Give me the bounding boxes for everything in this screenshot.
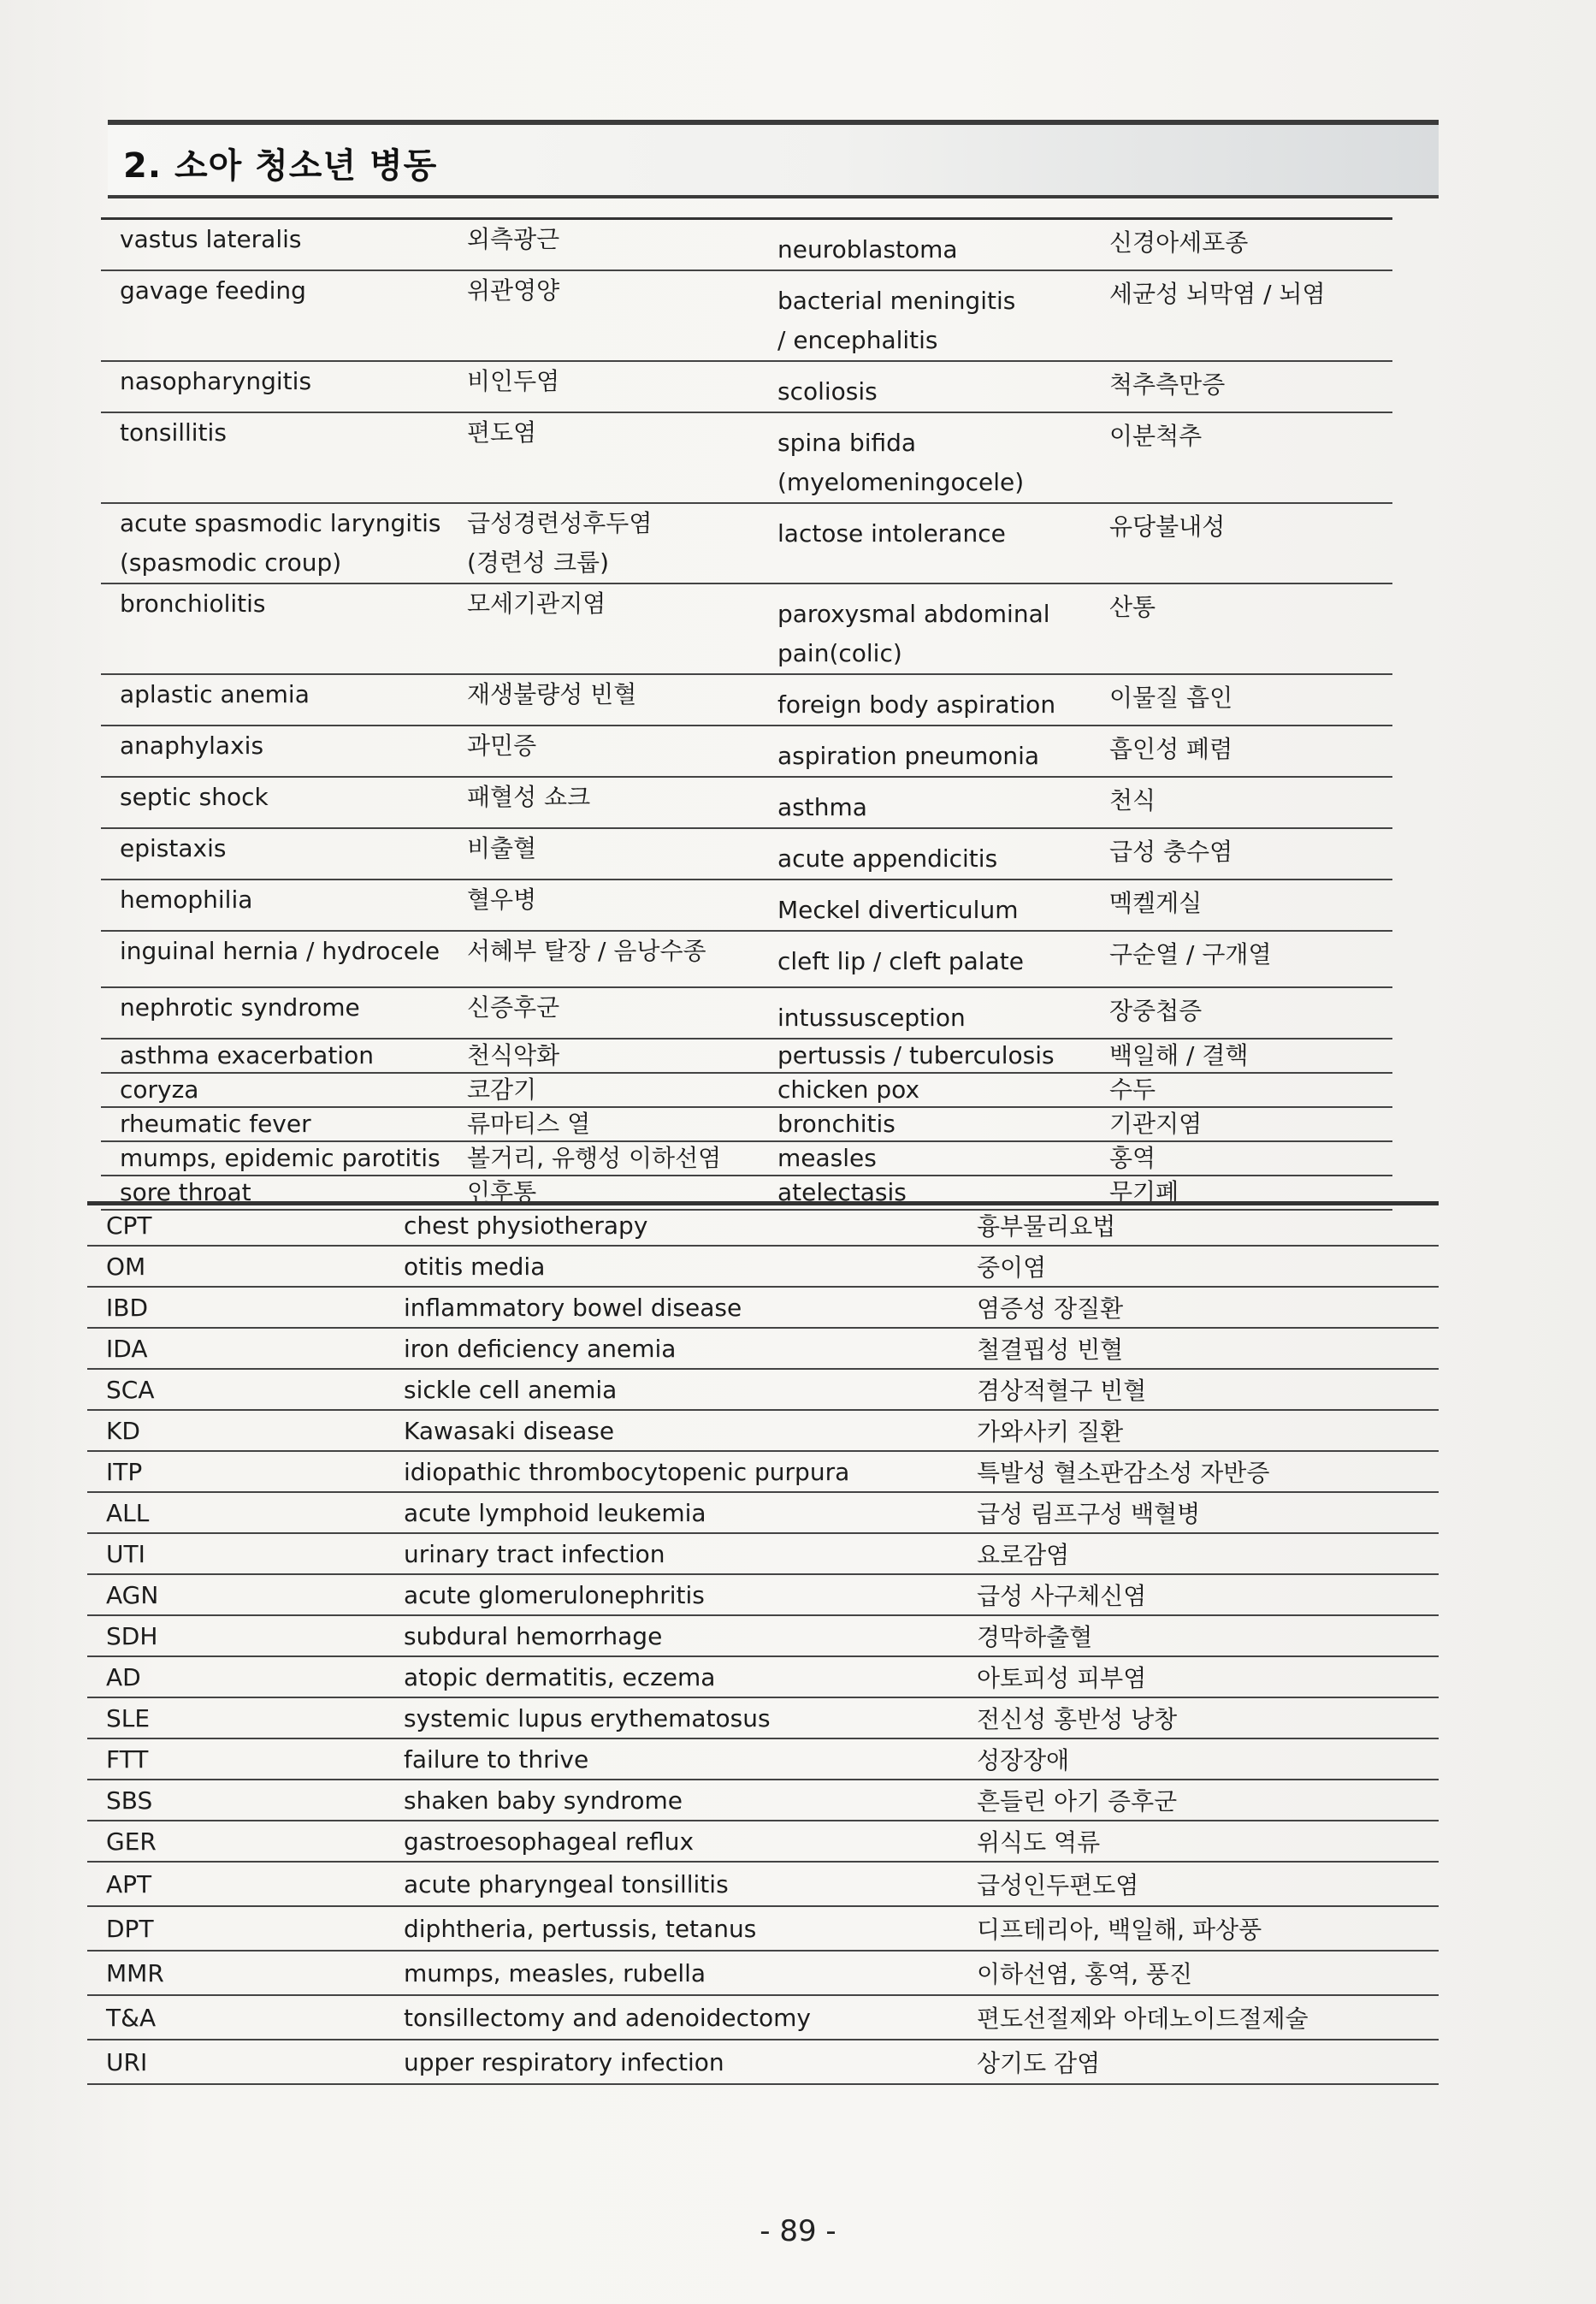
table-row: [87, 1492, 1439, 1533]
term-en-left: septic shock: [101, 777, 458, 828]
term-ko-right: 무기폐: [1101, 1176, 1392, 1210]
table-row: [87, 1995, 1439, 2040]
table-row: [87, 1951, 1439, 1995]
table-row: [101, 1073, 1392, 1107]
table-row: [101, 270, 1392, 361]
term-en-right: scoliosis: [769, 361, 1101, 412]
term-ko-left: 비인두염: [458, 361, 769, 412]
term-ko-right: 홍역: [1101, 1141, 1392, 1176]
term-ko-left: 위관영양: [458, 270, 769, 361]
term-ko-right: 신경아세포종: [1101, 219, 1392, 271]
full-term: acute glomerulonephritis: [395, 1574, 968, 1615]
term-en-right: intussusception: [769, 987, 1101, 1039]
abbreviation: FTT: [87, 1738, 395, 1780]
term-en-left: anaphylaxis: [101, 726, 458, 777]
abbreviation: GER: [87, 1821, 395, 1862]
korean-term: 급성 사구체신염: [968, 1574, 1439, 1615]
korean-term: 이하선염, 홍역, 풍진: [968, 1951, 1439, 1995]
term-en-right: measles: [769, 1141, 1101, 1176]
abbreviation: KD: [87, 1410, 395, 1451]
term-en-left: aplastic anemia: [101, 674, 458, 726]
term-ko-right: 수두: [1101, 1073, 1392, 1107]
abbreviation: IBD: [87, 1287, 395, 1328]
table-row: [87, 1369, 1439, 1410]
term-en-right: paroxysmal abdominal pain(colic): [769, 583, 1101, 674]
term-en-left: acute spasmodic laryngitis (spasmodic croup): [101, 503, 458, 583]
abbreviation: AGN: [87, 1574, 395, 1615]
term-ko-left: 외측광근: [458, 219, 769, 271]
abbreviation: SLE: [87, 1697, 395, 1738]
abbreviation: URI: [87, 2040, 395, 2084]
abbreviation: DPT: [87, 1906, 395, 1951]
full-term: mumps, measles, rubella: [395, 1951, 968, 1995]
full-term: atopic dermatitis, eczema: [395, 1656, 968, 1697]
term-ko-left: 모세기관지염: [458, 583, 769, 674]
term-ko-right: 이물질 흡인: [1101, 674, 1392, 726]
term-ko-right: 이분척추: [1101, 412, 1392, 503]
table-row: [101, 828, 1392, 880]
term-ko-right: 기관지염: [1101, 1107, 1392, 1141]
table-row: [101, 1141, 1392, 1176]
table-row: [87, 1204, 1439, 1247]
table-row: [101, 412, 1392, 503]
full-term: tonsillectomy and adenoidectomy: [395, 1995, 968, 2040]
table-row: [87, 1451, 1439, 1492]
abbreviation: UTI: [87, 1533, 395, 1574]
term-en-left: vastus lateralis: [101, 219, 458, 271]
term-en-left: asthma exacerbation: [101, 1039, 458, 1073]
korean-term: 위식도 역류: [968, 1821, 1439, 1862]
term-ko-left: 재생불량성 빈혈: [458, 674, 769, 726]
term-en-right: bronchitis: [769, 1107, 1101, 1141]
full-term: acute lymphoid leukemia: [395, 1492, 968, 1533]
term-ko-left: 과민증: [458, 726, 769, 777]
table-row: [101, 987, 1392, 1039]
term-ko-left: 혈우병: [458, 880, 769, 931]
full-term: inflammatory bowel disease: [395, 1287, 968, 1328]
abbreviation: SCA: [87, 1369, 395, 1410]
term-en-left: tonsillitis: [101, 412, 458, 503]
term-en-left: nasopharyngitis: [101, 361, 458, 412]
korean-term: 중이염: [968, 1246, 1439, 1287]
table-row: [101, 931, 1392, 987]
table-row: [87, 1328, 1439, 1369]
term-ko-right: 급성 충수염: [1101, 828, 1392, 880]
table-row: [101, 726, 1392, 777]
table-row: [87, 1574, 1439, 1615]
abbreviation: CPT: [87, 1204, 395, 1247]
term-en-right: chicken pox: [769, 1073, 1101, 1107]
term-ko-right: 천식: [1101, 777, 1392, 828]
term-en-right: asthma: [769, 777, 1101, 828]
table-row: [87, 1533, 1439, 1574]
term-en-left: coryza: [101, 1073, 458, 1107]
full-term: diphtheria, pertussis, tetanus: [395, 1906, 968, 1951]
abbreviation: IDA: [87, 1328, 395, 1369]
abbreviation: SBS: [87, 1780, 395, 1821]
abbreviation: T&A: [87, 1995, 395, 2040]
term-ko-left: 서혜부 탈장 / 음낭수종: [458, 931, 769, 987]
full-term: Kawasaki disease: [395, 1410, 968, 1451]
table-row: [87, 1780, 1439, 1821]
full-term: upper respiratory infection: [395, 2040, 968, 2084]
abbreviation: APT: [87, 1862, 395, 1906]
korean-term: 편도선절제와 아데노이드절제술: [968, 1995, 1439, 2040]
term-ko-right: 유당불내성: [1101, 503, 1392, 583]
term-ko-left: 비출혈: [458, 828, 769, 880]
term-ko-right: 장중첩증: [1101, 987, 1392, 1039]
term-en-right: atelectasis: [769, 1176, 1101, 1210]
korean-term: 전신성 홍반성 낭창: [968, 1697, 1439, 1738]
term-en-right: foreign body aspiration: [769, 674, 1101, 726]
term-ko-left: 인후통: [458, 1176, 769, 1210]
table-row: [87, 1246, 1439, 1287]
term-en-right: spina bifida (myelomeningocele): [769, 412, 1101, 503]
term-ko-right: 구순열 / 구개열: [1101, 931, 1392, 987]
table-row: [101, 880, 1392, 931]
table-row: [101, 219, 1392, 271]
table-row: [101, 583, 1392, 674]
term-ko-left: 천식악화: [458, 1039, 769, 1073]
korean-term: 급성인두편도염: [968, 1862, 1439, 1906]
term-en-right: Meckel diverticulum: [769, 880, 1101, 931]
table-row: [101, 1039, 1392, 1073]
term-ko-left: 볼거리, 유행성 이하선염: [458, 1141, 769, 1176]
korean-term: 경막하출혈: [968, 1615, 1439, 1656]
term-en-left: nephrotic syndrome: [101, 987, 458, 1039]
table-row: [87, 1287, 1439, 1328]
term-en-left: inguinal hernia / hydrocele: [101, 931, 458, 987]
abbreviation: AD: [87, 1656, 395, 1697]
table-row: [87, 1821, 1439, 1862]
table-row: [101, 361, 1392, 412]
term-en-left: mumps, epidemic parotitis: [101, 1141, 458, 1176]
term-en-right: pertussis / tuberculosis: [769, 1039, 1101, 1073]
table-row: [87, 1656, 1439, 1697]
term-en-left: gavage feeding: [101, 270, 458, 361]
term-en-left: hemophilia: [101, 880, 458, 931]
abbreviation: ALL: [87, 1492, 395, 1533]
term-ko-left: 코감기: [458, 1073, 769, 1107]
korean-term: 급성 림프구성 백혈병: [968, 1492, 1439, 1533]
full-term: shaken baby syndrome: [395, 1780, 968, 1821]
term-en-left: sore throat: [101, 1176, 458, 1210]
term-en-right: lactose intolerance: [769, 503, 1101, 583]
korean-term: 특발성 혈소판감소성 자반증: [968, 1451, 1439, 1492]
full-term: idiopathic thrombocytopenic purpura: [395, 1451, 968, 1492]
korean-term: 철결핍성 빈혈: [968, 1328, 1439, 1369]
full-term: chest physiotherapy: [395, 1204, 968, 1247]
term-en-left: rheumatic fever: [101, 1107, 458, 1141]
section-header: [108, 120, 1439, 198]
table-row: [87, 1615, 1439, 1656]
term-ko-right: 흡인성 폐렴: [1101, 726, 1392, 777]
full-term: gastroesophageal reflux: [395, 1821, 968, 1862]
full-term: failure to thrive: [395, 1738, 968, 1780]
term-en-left: epistaxis: [101, 828, 458, 880]
term-en-right: cleft lip / cleft palate: [769, 931, 1101, 987]
table-row: [101, 777, 1392, 828]
term-ko-left: 편도염: [458, 412, 769, 503]
term-ko-right: 세균성 뇌막염 / 뇌염: [1101, 270, 1392, 361]
table-row: [87, 1697, 1439, 1738]
abbreviation: MMR: [87, 1951, 395, 1995]
term-en-right: neuroblastoma: [769, 219, 1101, 271]
korean-term: 성장장애: [968, 1738, 1439, 1780]
full-term: urinary tract infection: [395, 1533, 968, 1574]
korean-term: 디프테리아, 백일해, 파상풍: [968, 1906, 1439, 1951]
table-row: [87, 1410, 1439, 1451]
abbreviation: SDH: [87, 1615, 395, 1656]
korean-term: 요로감염: [968, 1533, 1439, 1574]
korean-term: 흉부물리요법: [968, 1204, 1439, 1247]
korean-term: 아토피성 피부염: [968, 1656, 1439, 1697]
korean-term: 상기도 감염: [968, 2040, 1439, 2084]
term-ko-right: 멕켈게실: [1101, 880, 1392, 931]
page-number: - 89 -: [760, 2214, 836, 2248]
full-term: otitis media: [395, 1246, 968, 1287]
term-ko-right: 척추측만증: [1101, 361, 1392, 412]
korean-term: 가와사키 질환: [968, 1410, 1439, 1451]
korean-term: 겸상적혈구 빈혈: [968, 1369, 1439, 1410]
full-term: iron deficiency anemia: [395, 1328, 968, 1369]
full-term: systemic lupus erythematosus: [395, 1697, 968, 1738]
term-en-right: acute appendicitis: [769, 828, 1101, 880]
korean-term: 흔들린 아기 증후군: [968, 1780, 1439, 1821]
term-en-left: bronchiolitis: [101, 583, 458, 674]
table-row: [87, 1738, 1439, 1780]
ward-terms-table: [101, 217, 1392, 1211]
abbreviation: OM: [87, 1246, 395, 1287]
term-ko-left: 패혈성 쇼크: [458, 777, 769, 828]
full-term: subdural hemorrhage: [395, 1615, 968, 1656]
term-en-right: bacterial meningitis / encephalitis: [769, 270, 1101, 361]
term-ko-left: 신증후군: [458, 987, 769, 1039]
term-en-right: aspiration pneumonia: [769, 726, 1101, 777]
full-term: sickle cell anemia: [395, 1369, 968, 1410]
korean-term: 염증성 장질환: [968, 1287, 1439, 1328]
table-row: [87, 1862, 1439, 1906]
abbreviation: ITP: [87, 1451, 395, 1492]
term-ko-right: 산통: [1101, 583, 1392, 674]
table-row: [101, 503, 1392, 583]
table-row: [87, 2040, 1439, 2084]
abbreviation-table: [87, 1201, 1439, 2085]
full-term: acute pharyngeal tonsillitis: [395, 1862, 968, 1906]
section-title: 2. 소아 청소년 병동: [123, 146, 438, 186]
term-ko-right: 백일해 / 결핵: [1101, 1039, 1392, 1073]
term-ko-left: 류마티스 열: [458, 1107, 769, 1141]
table-row: [87, 1906, 1439, 1951]
term-ko-left: 급성경련성후두염 (경련성 크룹): [458, 503, 769, 583]
table-row: [101, 674, 1392, 726]
table-row: [101, 1107, 1392, 1141]
